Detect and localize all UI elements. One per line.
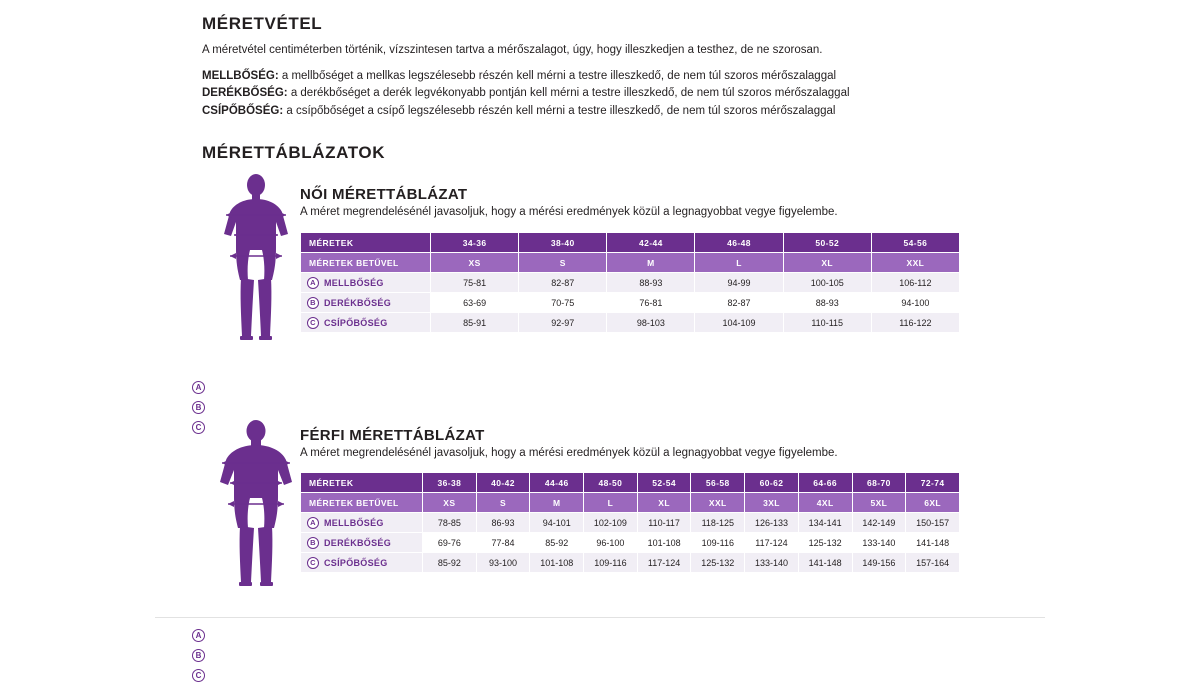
badge-b-row-women: B (307, 297, 319, 309)
women-size-table (300, 232, 960, 333)
women-r1-c1: 70-75 (519, 293, 607, 313)
men-header-letters-label: MÉRETEK BETŰVEL (301, 493, 423, 513)
badge-c-row-women: C (307, 317, 319, 329)
men-r0-c4: 110-117 (637, 513, 691, 533)
rule-waist-term: DERÉKBŐSÉG: (202, 87, 288, 100)
footer-divider (155, 617, 1045, 618)
men-size-table (300, 472, 960, 573)
women-size-5: 54-56 (871, 233, 959, 253)
table-row (301, 553, 960, 573)
men-r2-c6: 133-140 (745, 553, 799, 573)
men-r2-c4: 117-124 (637, 553, 691, 573)
men-size-5: 56-58 (691, 473, 745, 493)
tables-heading: MÉRETTÁBLÁZATOK (202, 143, 386, 162)
women-letter-3: L (695, 253, 783, 273)
rule-hip-text: a csípőbőséget a csípő legszélesebb részén kell mérni a testre illeszkedő, de nem túl szoros mérőszalaggal (283, 105, 836, 118)
men-r1-c9: 141-148 (906, 533, 960, 553)
women-letter-1: S (519, 253, 607, 273)
men-size-2: 44-46 (530, 473, 584, 493)
women-size-4: 50-52 (783, 233, 871, 253)
rule-waist-text: a derékbőséget a derék legvékonyabb pontján kell mérni a testre illeszkedő, de nem túl szoros mérőszalaggal (287, 87, 850, 100)
women-r0-c2: 88-93 (607, 273, 695, 293)
men-row-2-label (301, 553, 423, 573)
badge-b-row-men: B (307, 537, 319, 549)
women-r0-c5: 106-112 (871, 273, 959, 293)
men-row-0-label (301, 513, 423, 533)
men-r2-c3: 109-116 (584, 553, 638, 573)
table-row (301, 513, 960, 533)
page-title: MÉRETVÉTEL (202, 14, 323, 33)
women-header-letters-label: MÉRETEK BETŰVEL (301, 253, 431, 273)
badge-a-female: A (192, 381, 205, 394)
men-letter-3: L (584, 493, 638, 513)
women-row-1-text: DERÉKBŐSÉG (324, 297, 392, 308)
rule-waist (202, 85, 902, 103)
women-subtitle: A méret megrendelésénél javasoljuk, hogy a mérési eredmények közül a legnagyobbat vegye figyelembe. (300, 206, 838, 218)
men-row-2-text: CSÍPŐBŐSÉG (324, 557, 388, 568)
women-r2-c3: 104-109 (695, 313, 783, 333)
men-letter-1: S (476, 493, 530, 513)
men-row-0-text: MELLBŐSÉG (324, 517, 384, 528)
badge-b-female: B (192, 401, 205, 414)
men-r0-c7: 134-141 (798, 513, 852, 533)
men-r0-c1: 86-93 (476, 513, 530, 533)
men-size-9: 72-74 (906, 473, 960, 493)
men-size-8: 68-70 (852, 473, 906, 493)
men-size-6: 60-62 (745, 473, 799, 493)
women-letter-5: XXL (871, 253, 959, 273)
men-size-4: 52-54 (637, 473, 691, 493)
men-size-0: 36-38 (423, 473, 477, 493)
men-r0-c6: 126-133 (745, 513, 799, 533)
rule-hip-term: CSÍPŐBŐSÉG: (202, 105, 284, 118)
men-letter-6: 3XL (745, 493, 799, 513)
men-size-3: 48-50 (584, 473, 638, 493)
women-r0-c0: 75-81 (431, 273, 519, 293)
men-row-1-text: DERÉKBŐSÉG (324, 537, 392, 548)
women-r2-c0: 85-91 (431, 313, 519, 333)
badge-a-row-men: A (307, 517, 319, 529)
rule-hip (202, 103, 902, 121)
men-r1-c5: 109-116 (691, 533, 745, 553)
men-r1-c4: 101-108 (637, 533, 691, 553)
men-r2-c8: 149-156 (852, 553, 906, 573)
intro-lead: A méretvétel centiméterben történik, vízszintesen tartva a mérőszalagot, úgy, hogy illeszkedjen a testhez, de ne szorosan. (202, 44, 823, 56)
women-r2-c5: 116-122 (871, 313, 959, 333)
men-letter-9: 6XL (906, 493, 960, 513)
women-r1-c4: 88-93 (783, 293, 871, 313)
women-row-0-label (301, 273, 431, 293)
men-r2-c1: 93-100 (476, 553, 530, 573)
women-r1-c3: 82-87 (695, 293, 783, 313)
men-r0-c2: 94-101 (530, 513, 584, 533)
badge-c-female: C (192, 421, 205, 434)
women-size-0: 34-36 (431, 233, 519, 253)
women-row-1-label (301, 293, 431, 313)
men-r0-c5: 118-125 (691, 513, 745, 533)
women-r0-c1: 82-87 (519, 273, 607, 293)
women-r1-c2: 76-81 (607, 293, 695, 313)
men-r0-c3: 102-109 (584, 513, 638, 533)
women-header-sizes-label: MÉRETEK (301, 233, 431, 253)
men-r1-c1: 77-84 (476, 533, 530, 553)
women-size-2: 42-44 (607, 233, 695, 253)
men-letter-2: M (530, 493, 584, 513)
men-r2-c2: 101-108 (530, 553, 584, 573)
men-r1-c6: 117-124 (745, 533, 799, 553)
men-r1-c8: 133-140 (852, 533, 906, 553)
women-section-header (300, 186, 960, 225)
women-title: NŐI MÉRETTÁBLÁZAT (300, 186, 468, 203)
men-r0-c9: 150-157 (906, 513, 960, 533)
men-letter-8: 5XL (852, 493, 906, 513)
women-row-2-text: CSÍPŐBŐSÉG (324, 317, 388, 328)
measurement-intro (202, 14, 902, 121)
men-r1-c2: 85-92 (530, 533, 584, 553)
men-r0-c8: 142-149 (852, 513, 906, 533)
table-row (301, 533, 960, 553)
badge-a-male: A (192, 629, 205, 642)
men-r2-c9: 157-164 (906, 553, 960, 573)
table-row (301, 313, 960, 333)
men-r0-c0: 78-85 (423, 513, 477, 533)
women-r0-c4: 100-105 (783, 273, 871, 293)
badge-b-male: B (192, 649, 205, 662)
men-r1-c0: 69-76 (423, 533, 477, 553)
table-row (301, 293, 960, 313)
men-row-1-label (301, 533, 423, 553)
women-r2-c2: 98-103 (607, 313, 695, 333)
women-size-3: 46-48 (695, 233, 783, 253)
men-size-1: 40-42 (476, 473, 530, 493)
women-letter-4: XL (783, 253, 871, 273)
badge-a-row-women: A (307, 277, 319, 289)
rule-bust-term: MELLBŐSÉG: (202, 69, 279, 82)
women-r1-c5: 94-100 (871, 293, 959, 313)
men-r1-c7: 125-132 (798, 533, 852, 553)
men-section-header (300, 427, 1000, 466)
rule-bust-text: a mellbőséget a mellkas legszélesebb részén kell mérni a testre illeszkedő, de nem túl szoros mérőszalaggal (278, 69, 837, 82)
men-letter-0: XS (423, 493, 477, 513)
badge-c-row-men: C (307, 557, 319, 569)
women-row-0-text: MELLBŐSÉG (324, 277, 384, 288)
men-r2-c0: 85-92 (423, 553, 477, 573)
women-letter-0: XS (431, 253, 519, 273)
men-r1-c3: 96-100 (584, 533, 638, 553)
men-size-7: 64-66 (798, 473, 852, 493)
rule-bust (202, 68, 902, 86)
men-subtitle: A méret megrendelésénél javasoljuk, hogy a mérési eredmények közül a legnagyobbat vegye figyelembe. (300, 447, 838, 459)
table-row-header-sizes (301, 473, 960, 493)
men-header-sizes-label: MÉRETEK (301, 473, 423, 493)
table-row-header-letters (301, 253, 960, 273)
women-r0-c3: 94-99 (695, 273, 783, 293)
women-letter-2: M (607, 253, 695, 273)
table-row (301, 273, 960, 293)
badge-c-male: C (192, 669, 205, 682)
men-title: FÉRFI MÉRETTÁBLÁZAT (300, 427, 485, 444)
women-size-1: 38-40 (519, 233, 607, 253)
men-r2-c7: 141-148 (798, 553, 852, 573)
table-row-header-letters (301, 493, 960, 513)
female-figure (195, 172, 316, 432)
table-row-header-sizes (301, 233, 960, 253)
male-figure (195, 418, 316, 680)
men-letter-4: XL (637, 493, 691, 513)
men-r2-c5: 125-132 (691, 553, 745, 573)
men-letter-5: XXL (691, 493, 745, 513)
men-letter-7: 4XL (798, 493, 852, 513)
women-r2-c4: 110-115 (783, 313, 871, 333)
women-r1-c0: 63-69 (431, 293, 519, 313)
women-row-2-label (301, 313, 431, 333)
women-r2-c1: 92-97 (519, 313, 607, 333)
